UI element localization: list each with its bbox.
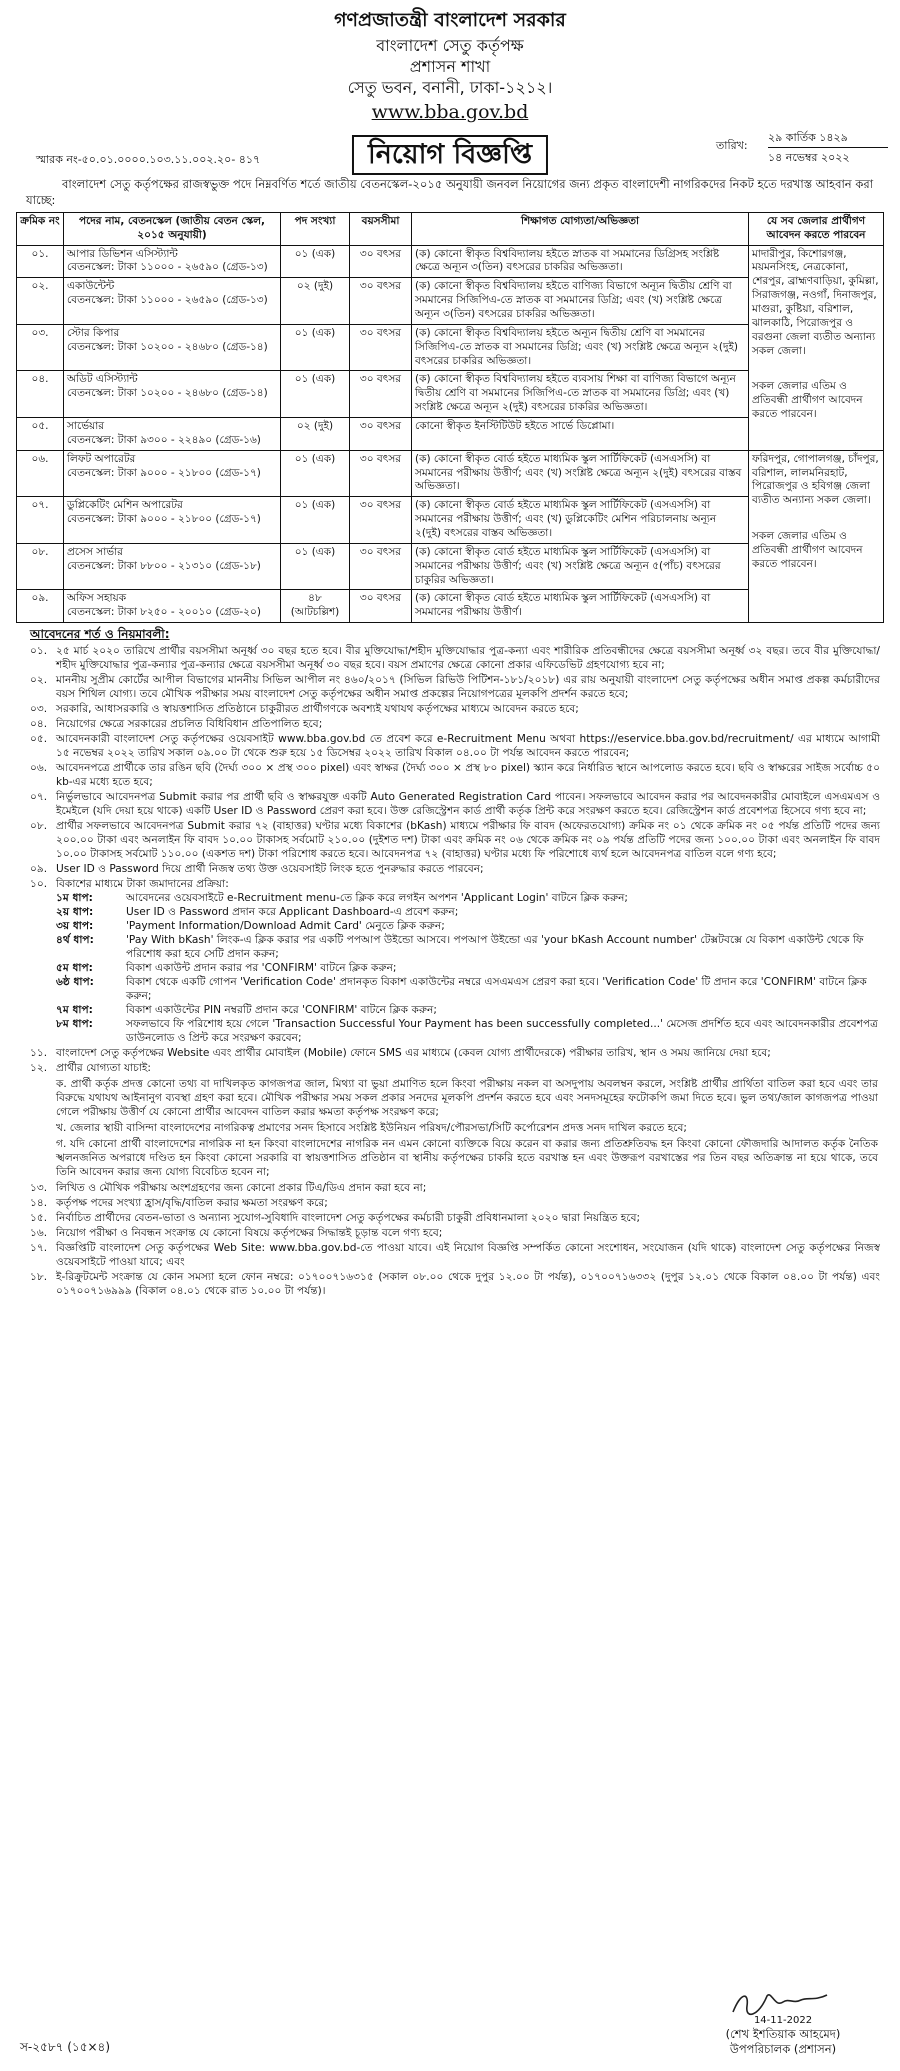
step-text: 'Payment Information/Download Admit Card' মেনুতে ক্লিক করুন; xyxy=(126,920,445,933)
eligibility-subitem: ক. প্রার্থী কর্তৃক প্রদত্ত কোনো তথ্য বা দাখিলকৃত কাগজপত্র জাল, মিথ্যা বা ভুয়া প্রমাণিত হলে কিংবা পরীক্ষায় নকল বা অসদুপায় অবলম্বন করলে, সংশ্লিষ্ট প্রার্থীর প্রার্থিতা বাতিল করা হবে এবং তার বিরুদ্ধে যথাযথ আইনানুগ ব্যবস্থা গ্রহণ করা হবে। মৌখিক পরীক্ষার সময় সকল প্রকার সনদের মূলকপি প্রদর্শন করতে হবে এবং সনদসমূহের ফটোকপি জমা দিতে হবে। ভুল তথ্য/জাল কাগজপত্র পাওয়া গেলে পরীক্ষায় উত্তীর্ণ যে কোনো প্রার্থীর আবেদন বাতিল করার ক্ষমতা কর্তৃপক্ষ সংরক্ষণ করে; xyxy=(56,1078,878,1118)
eligibility-subitem: গ. যদি কোনো প্রার্থী বাংলাদেশের নাগরিক না হন কিংবা বাংলাদেশের নাগরিক নন এমন কোনো ব্যক্তিকে বিয়ে করেন বা করার জন্য প্রতিশ্রুতিবদ্ধ হন কিংবা কোনো ফৌজদারি আদালত কর্তৃক নৈতিক স্খলনজনিত অপরাধে দণ্ডিত হন কিংবা কোনো সরকারি বা স্বায়ত্তশাসিত প্রতিষ্ঠান বা স্থানীয় কর্তৃপক্ষের চাকরি হতে বরখাস্ত হন এবং উক্তরূপ বরখাস্তের পর তিন বছর অতিক্রান্ত না হয়ে থাকে, তবে তিনি আবেদন করার জন্য যোগ্য বিবেচিত হবেন না; xyxy=(56,1137,878,1178)
post-name: ডুপ্লিকেটিং মেশিন অপারেটর xyxy=(67,499,183,512)
serial-cell: ০৪. xyxy=(17,371,64,418)
date-bangla: ২৯ কার্তিক ১৪২৯ xyxy=(768,131,848,145)
condition-number: ১৩. xyxy=(30,1181,48,1194)
qualification-cell: কোনো স্বীকৃত ইনস্টিটিউট হইতে সার্ভে ডিপ্লোমা। xyxy=(412,418,749,451)
step-text: বিকাশ একাউন্ট প্রদান করার পর 'CONFIRM' বাটনে ক্লিক করুন; xyxy=(126,962,397,975)
payment-step xyxy=(56,934,880,962)
step-label: ৭ম ধাপ: xyxy=(56,1004,93,1017)
condition-text: আবেদনকারী বাংলাদেশ সেতু কর্তৃপক্ষের ওয়েবসাইট www.bba.gov.bd তে প্রবেশ করে e-Recruitment Menu অথবা https://eservice.bba.gov.bd/recruitment/ এর মাধ্যমে আগামী ১৫ নভেম্বর ২০২২ তারিখ সকাল ০৯.০০ টা থেকে শুরু হয়ে ১৫ ডিসেম্বর ২০২২ তারিখ বিকাল ০৪.০০ টা পর্যন্ত আবেদন করতে পারবেন; xyxy=(56,732,880,759)
condition-item xyxy=(30,674,880,702)
payment-step xyxy=(56,920,880,934)
payment-steps xyxy=(56,892,880,1046)
post-name: অডিট এসিস্ট্যান্ট xyxy=(67,373,138,386)
condition-number: ১৫. xyxy=(30,1211,48,1224)
memo-number: স্মারক নং-৫০.০১.০০০০.১০৩.১১.০০২.২০- ৪১৭ xyxy=(36,153,261,167)
condition-number: ০৭. xyxy=(30,790,48,803)
col-districts: যে সব জেলার প্রার্থীগণ আবেদন করতে পারবেন xyxy=(749,212,884,245)
eligible-districts: ফরিদপুর, গোপালগঞ্জ, চাঁদপুর, বরিশাল, লালমনিরহাট, পিরোজপুর ও হবিগঞ্জ জেলা ব্যতীত অন্যান্য সকল জেলা। xyxy=(752,452,879,507)
condition-number: ০২. xyxy=(30,673,48,686)
condition-text: বিকাশের মাধ্যমে টাকা জমাদানের প্রক্রিয়া: xyxy=(56,877,229,890)
condition-number: ১১. xyxy=(30,1047,48,1060)
condition-number: ০৬. xyxy=(30,761,48,774)
pay-scale: বেতনস্কেল: টাকা ১০২০০ - ২৪৬৮০ (গ্রেড-১৪) xyxy=(67,340,268,353)
condition-number: ০১. xyxy=(30,645,48,657)
condition-text: বিজ্ঞপ্তিটি বাংলাদেশ সেতু কর্তৃপক্ষের Web Site: www.bba.gov.bd-তে পাওয়া যাবে। এই নিয়োগ বিজ্ঞপ্তি সম্পর্কিত কোনো সংশোধন, সংযোজন (যদি থাকে) বাংলাদেশ সেতু কর্তৃপক্ষের নিজস্ব ওয়েবসাইটে পাওয়া যাবে; এবং xyxy=(56,1241,880,1268)
signature-block xyxy=(698,1986,868,2058)
date-label: তারিখ: xyxy=(716,139,748,153)
serial-cell: ০৮. xyxy=(17,543,64,590)
pay-scale: বেতনস্কেল: টাকা ৯০০০ - ২১৮০০ (গ্রেড-১৭) xyxy=(67,513,261,526)
age-cell: ৩০ বৎসর xyxy=(350,450,412,497)
step-text: বিকাশ থেকে একটি গোপন 'Verification Code' প্রদানকৃত বিকাশ একাউন্টের নম্বরে এসএমএস প্রেরণ করা হবে। 'Verification Code' টি প্রদান করে 'CONFIRM' বাটনে ক্লিক করুন; xyxy=(126,976,867,1003)
count-cell: ৪৮ (আটচল্লিশ) xyxy=(281,590,350,623)
post-cell xyxy=(64,278,281,325)
count-cell: ০১ (এক) xyxy=(281,497,350,544)
post-name: অফিস সহায়ক xyxy=(67,592,127,605)
condition-text: ২৫ মার্চ ২০২০ তারিখে প্রার্থীর বয়সসীমা অনূর্ধ্ব ৩০ বছর হতে হবে। বীর মুক্তিযোদ্ধা/শহীদ মুক্তিযোদ্ধার পুত্র-কন্যা এবং শারীরিক প্রতিবন্ধীদের ক্ষেত্রে বয়সসীমা অনূর্ধ্ব ৩২ বছর। তবে বীর মুক্তিযোদ্ধা/শহীদ মুক্তিযোদ্ধার পুত্র-কন্যার পুত্র-কন্যার ক্ষেত্রে বয়সসীমা অনূর্ধ্ব ৩০ বছর হবে। বয়স প্রমাণের ক্ষেত্রে কোনো প্রকার এফিডেভিট গ্রহণযোগ্য হবে না; xyxy=(56,645,880,671)
age-cell: ৩০ বৎসর xyxy=(350,497,412,544)
condition-item xyxy=(30,733,880,761)
pay-scale: বেতনস্কেল: টাকা ১১০০০ - ২৬৫৯০ (গ্রেড-১৩) xyxy=(67,261,268,274)
step-text: User ID ও Password প্রদান করে Applicant Dashboard-এ প্রবেশ করুন; xyxy=(126,906,459,919)
post-name: একাউন্টেন্ট xyxy=(67,280,115,293)
condition-item xyxy=(30,1047,880,1061)
qualification-cell: (ক) কোনো স্বীকৃত বোর্ড হইতে মাধ্যমিক স্কুল সার্টিফিকেট (এসএসসি) বা সমমানের পরীক্ষায় উত্তীর্ণ; এবং (খ) সংশ্লিষ্ট ক্ষেত্রে অন্যূন ২(দুই) বৎসরের বাস্তব অভিজ্ঞতা। xyxy=(412,450,749,497)
condition-text: কর্তৃপক্ষ পদের সংখ্যা হ্রাস/বৃদ্ধি/বাতিল করার ক্ষমতা সংরক্ষণ করে; xyxy=(56,1196,328,1209)
qualification-cell: (ক) কোনো স্বীকৃত বোর্ড হইতে মাধ্যমিক স্কুল সার্টিফিকেট (এসএসসি) বা সমমানের পরীক্ষায় উত্তীর্ণ; এবং (খ) ডুপ্লিকেটিং মেশিন পরিচালনায় অন্যূন ২(দুই) বৎসরের বাস্তব অভিজ্ঞতা। xyxy=(412,497,749,544)
step-label: ৬ষ্ঠ ধাপ: xyxy=(56,976,94,989)
condition-item xyxy=(30,791,880,819)
districts-cell xyxy=(749,245,884,450)
col-qualification: শিক্ষাগত যোগ্যতা/অভিজ্ঞতা xyxy=(412,212,749,245)
condition-item xyxy=(30,645,880,673)
qualification-cell: (ক) কোনো স্বীকৃত বিশ্ববিদ্যালয় হইতে বাণিজ্য বিভাগে অন্যূন দ্বিতীয় শ্রেণি বা সমমানের সিজিপিএ-তে স্নাতক বা সমমানের ডিগ্রি; এবং (খ) সংশ্লিষ্ট ক্ষেত্রে অন্যূন ৩(তিন) বৎসরের চাকরির অভিজ্ঞতা। xyxy=(412,278,749,325)
branch-name: প্রশাসন শাখা xyxy=(409,57,491,77)
condition-text: নির্বাচিত প্রার্থীদের বেতন-ভাতা ও অন্যান্য সুযোগ-সুবিধাদি বাংলাদেশ সেতু কর্তৃপক্ষের কর্মচারী চাকুরী প্রবিধানমালা ২০২০ দ্বারা নিয়ন্ত্রিত হবে; xyxy=(56,1211,641,1224)
step-label: ৫ম ধাপ: xyxy=(56,962,93,975)
footer-code: স-২৫৮৭ (১৫×৪) xyxy=(20,2040,111,2054)
pay-scale: বেতনস্কেল: টাকা ৯৩০০ - ২২৪৯০ (গ্রেড-১৬) xyxy=(67,433,261,446)
condition-item xyxy=(30,1212,880,1226)
col-count: পদ সংখ্যা xyxy=(281,212,350,245)
post-cell xyxy=(64,543,281,590)
condition-number: ১৪. xyxy=(30,1196,48,1209)
step-label: ২য় ধাপ: xyxy=(56,906,94,919)
step-text: সফলভাবে ফি পরিশোধ হয়ে গেলে 'Transaction Successful Your Payment has been successfully completed...' মেসেজ প্রদর্শিত হবে এবং আবেদনকারীর প্রবেশপত্র ডাউনলোড ও প্রিন্ট করে সংরক্ষণ করবেন; xyxy=(126,1018,878,1045)
step-text: বিকাশ একাউন্টের PIN নম্বরটি প্রদান করে 'CONFIRM' বাটনে ক্লিক করুন; xyxy=(126,1004,437,1017)
condition-number: ১২. xyxy=(30,1062,48,1075)
eligibility-subitems xyxy=(16,1078,884,1180)
condition-text: নির্ভুলভাবে আবেদনপত্র Submit করার পর প্রার্থী ছবি ও স্বাক্ষরযুক্ত একটি Auto Generated Registration Card পাবেন। সফলভাবে আবেদন করার পর আবেদনকারীর মোবাইলে এসএমএস ও ইমেইলে (যদি দেয়া হয়ে থাকে) একটি User ID ও Password প্রেরণ করা হবে। উক্ত রেজিস্ট্রেশন কার্ড প্রার্থী কর্তৃক প্রিন্ট করে সংরক্ষণ করতে হবে। রেজিস্ট্রেশন কার্ড প্রবেশপত্র হিসেবে গণ্য হবে না; xyxy=(56,790,880,817)
condition-text: প্রার্থীর সফলভাবে আবেদনপত্র Submit করার ৭২ (বাহাত্তর) ঘণ্টার মধ্যে বিকাশের (bKash) মাধ্যমে পরীক্ষার ফি বাবদ (অফেরতযোগ্য) ক্রমিক নং ০১ থেকে ক্রমিক নং ০৫ পর্যন্ত প্রতিটি পদের জন্য ২০০.০০ টাকা এবং অনলাইন ফি বাবদ ১০.০০ টাকাসহ সর্বমোট ২১০.০০ (দুইশত দশ) টাকা এবং ক্রমিক নং ০৬ থেকে ক্রমিক নং ০৯ পর্যন্ত প্রতিটি পদের জন্য ১০০.০০ টাকা এবং অনলাইন ফি বাবদ ১০.০০ টাকাসহ সর্বমোট ১১০.০০ (একশত দশ) টাকা পরিশোধ করতে হবে। আবেদনপত্র ৭২ (বাহাত্তর) ঘণ্টার মধ্যে ফি পরিশোধে ব্যর্থ হলে আবেদনপত্র বাতিল বলে গণ্য হবে; xyxy=(56,819,880,860)
age-cell: ৩০ বৎসর xyxy=(350,418,412,451)
condition-item xyxy=(30,718,880,732)
col-age: বয়সসীমা xyxy=(350,212,412,245)
website-link[interactable]: www.bba.gov.bd xyxy=(371,101,529,124)
serial-cell: ০৯. xyxy=(17,590,64,623)
condition-text: বাংলাদেশ সেতু কর্তৃপক্ষের Website এবং প্রার্থীর মোবাইল (Mobile) ফোনে SMS এর মাধ্যমে (কেবল যোগ্য প্রার্থীদেরকে) পরীক্ষার তারিখ, স্থান ও সময় জানিয়ে দেয়া হবে; xyxy=(56,1047,771,1060)
step-label: ৪র্থ ধাপ: xyxy=(56,934,94,947)
count-cell: ০২ (দুই) xyxy=(281,278,350,325)
condition-number: ০৮. xyxy=(30,819,48,832)
condition-item xyxy=(30,1242,880,1270)
post-name: লিফট অপারেটর xyxy=(67,452,136,465)
condition-number: ০৪. xyxy=(30,717,48,730)
condition-number: ১০. xyxy=(30,877,48,890)
payment-step xyxy=(56,1004,880,1018)
eligible-districts: মাদারীপুর, কিশোরগঞ্জ, ময়মনসিংহ, নেত্রকোনা, শেরপুর, ব্রাহ্মণবাড়িয়া, কুমিল্লা, সিরাজগঞ্জ, নওগাঁ, দিনাজপুর, মাগুরা, কুষ্টিয়া, বরিশাল, ঝালকাঠি, পিরোজপুর ও বরগুনা জেলা ব্যতীত অন্যান্য সকল জেলা। xyxy=(752,247,879,357)
orphan-disabled-note: সকল জেলার এতিম ও প্রতিবন্ধী প্রার্থীগণ আবেদন করতে পারবেন। xyxy=(752,380,863,421)
signatory-name: (শেখ ইশতিয়াক আহমেদ) xyxy=(725,2027,841,2042)
letterhead xyxy=(16,0,884,125)
col-serial: ক্রমিক নং xyxy=(17,212,64,245)
count-cell: ০২ (দুই) xyxy=(281,418,350,451)
conditions-list-3 xyxy=(16,1182,884,1299)
condition-text: নিয়োগের ক্ষেত্রে সরকারের প্রচলিত বিধিবিধান প্রতিপালিত হবে; xyxy=(56,717,323,730)
pay-scale: বেতনস্কেল: টাকা ১০২০০ - ২৪৬৮০ (গ্রেড-১৪) xyxy=(67,387,268,400)
condition-text: মাননীয় সুপ্রীম কোর্টের আপীল বিভাগের মাননীয় সিভিল আপীল নং ৪৬০/২০১৭ (সিভিল রিভিউ পিটিশন-১৮১/২০১৮) এর রায় অনুযায়ী বাংলাদেশ সেতু কর্তৃপক্ষের অধীন সমাপ্ত প্রকল্প কর্মচারীদের বয়স শিথিল যোগ্য। তবে মৌখিক পরীক্ষার সময় বাংলাদেশ সেতু কর্তৃপক্ষের অধীন সমাপ্ত প্রকল্পের নিয়োগপত্রের মূলকপি প্রদর্শন করতে হবে; xyxy=(56,673,880,700)
step-label: ৮ম ধাপ: xyxy=(56,1018,93,1031)
qualification-cell: (ক) কোনো স্বীকৃত বোর্ড হইতে মাধ্যমিক স্কুল সার্টিফিকেট (এসএসসি) বা সমমানের পরীক্ষায় উত্তীর্ণ; এবং (খ) সংশ্লিষ্ট ক্ষেত্রে অন্যূন ৫(পাঁচ) বৎসরের চাকুরির অভিজ্ঞতা। xyxy=(412,543,749,590)
pay-scale: বেতনস্কেল: টাকা ৯০০০ - ২১৮০০ (গ্রেড-১৭) xyxy=(67,466,261,479)
serial-cell: ০১. xyxy=(17,245,64,278)
post-name: স্টোর কিপার xyxy=(67,326,120,339)
payment-step xyxy=(56,1018,880,1046)
post-name: প্রসেস সার্ভার xyxy=(67,545,123,558)
eligibility-subitem: খ. জেলার স্থায়ী বাসিন্দা বাংলাদেশের নাগরিকত্ব প্রমাণের সনদ হিসাবে সংশ্লিষ্ট ইউনিয়ন পরিষদ/পৌরসভা/সিটি কর্পোরেশন প্রদত্ত সনদ দাখিল করতে হবে; xyxy=(56,1121,688,1134)
post-cell xyxy=(64,324,281,371)
government-name: গণপ্রজাতন্ত্রী বাংলাদেশ সরকার xyxy=(334,9,566,31)
age-cell: ৩০ বৎসর xyxy=(350,324,412,371)
notice-title: নিয়োগ বিজ্ঞপ্তি xyxy=(352,135,548,175)
condition-item xyxy=(30,703,880,717)
condition-number: ১৬. xyxy=(30,1226,48,1239)
serial-cell: ০৬. xyxy=(17,450,64,497)
qualification-cell: (ক) কোনো স্বীকৃত বিশ্ববিদ্যালয় হইতে স্নাতক বা সমমানের ডিগ্রিসহ সংশ্লিষ্ট ক্ষেত্রে অন্যূন ৩(তিন) বৎসরের চাকরির অভিজ্ঞতা। xyxy=(412,245,749,278)
condition-number: ১৮. xyxy=(30,1270,48,1283)
condition-item xyxy=(30,878,880,892)
serial-cell: ০২. xyxy=(17,278,64,325)
qualification-cell: (ক) কোনো স্বীকৃত বিশ্ববিদ্যালয় হইতে ব্যবসায় শিক্ষা বা বাণিজ্য বিভাগে অন্যূন দ্বিতীয় শ্রেণি বা সমমানের সিজিপিএ-তে স্নাতক বা সমমানের ডিগ্রি; এবং (খ) সংশ্লিষ্ট ক্ষেত্রে অন্যূন ২(দুই) বৎসরের চাকরির অভিজ্ঞতা। xyxy=(412,371,749,418)
condition-number: ১৭. xyxy=(30,1241,48,1254)
table-row xyxy=(17,450,884,497)
address: সেতু ভবন, বনানী, ঢাকা-১২১২। xyxy=(347,78,553,98)
condition-item xyxy=(30,1271,880,1299)
pay-scale: বেতনস্কেল: টাকা ১১০০০ - ২৬৫৯০ (গ্রেড-১৩) xyxy=(67,294,268,307)
pay-scale: বেতনস্কেল: টাকা ৮২৫০ - ২০০১০ (গ্রেড-২০) xyxy=(67,606,261,619)
conditions-list-2 xyxy=(16,1047,884,1076)
qualification-cell: (ক) কোনো স্বীকৃত বোর্ড হইতে মাধ্যমিক স্কুল সার্টিফিকেট (এসএসসি) বা সমমানের পরীক্ষায় উত্তীর্ণ। xyxy=(412,590,749,623)
condition-item xyxy=(30,762,880,790)
count-cell: ০১ (এক) xyxy=(281,543,350,590)
condition-text: প্রার্থীর যোগ্যতা যাচাই: xyxy=(56,1062,151,1075)
qualification-cell: (ক) কোনো স্বীকৃত বিশ্ববিদ্যালয় হইতে অন্যূন দ্বিতীয় শ্রেণি বা সমমানের সিজিপিএ-তে স্নাতক বা সমমানের ডিগ্রি; এবং (খ) সংশ্লিষ্ট ক্ষেত্রে অন্যূন ২(দুই) বৎসরের চাকরির অভিজ্ঞতা। xyxy=(412,324,749,371)
condition-item xyxy=(30,820,880,862)
post-name: সার্ভেয়ার xyxy=(67,420,105,432)
step-text: আবেদনের ওয়েবসাইটে e-Recruitment menu-তে ক্লিক করে লগইন অপশন 'Applicant Login' বাটনে ক্লিক করুন; xyxy=(126,892,628,905)
condition-item xyxy=(30,1182,880,1196)
orphan-disabled-note: সকল জেলার এতিম ও প্রতিবন্ধী প্রার্থীগণ আবেদন করতে পারবেন। xyxy=(752,530,863,570)
condition-text: লিখিত ও মৌখিক পরীক্ষায় অংশগ্রহণের জন্য কোনো প্রকার টিএ/ডিএ প্রদান করা হবে না; xyxy=(56,1181,427,1194)
count-cell: ০১ (এক) xyxy=(281,324,350,371)
serial-cell: ০৭. xyxy=(17,497,64,544)
condition-text: সরকারি, আধাসরকারি ও স্বায়ত্তশাসিত প্রতিষ্ঠানে চাকুরীরত প্রার্থীগণকে অবশ্যই যথাযথ কর্তৃপক্ষের মাধ্যমে আবেদন করতে হবে; xyxy=(56,702,579,715)
condition-item xyxy=(30,863,880,877)
condition-text: User ID ও Password দিয়ে প্রার্থী নিজস্ব তথ্য উক্ত ওয়েবসাইট লিংক হতে পুনরুদ্ধার করতে পারবেন; xyxy=(56,862,484,875)
condition-text: আবেদনপত্রে প্রার্থীকে তার রঙিন ছবি (দৈর্ঘ্য ৩০০ × প্রস্থ ৩০০ pixel) এবং স্বাক্ষর (দৈর্ঘ্য ৩০০ × প্রস্থ ৮০ pixel) স্ক্যান করে নির্ধারিত স্থানে আপলোড করতে হবে। ছবি ও স্বাক্ষরের সাইজ সর্বোচ্চ ৫০ kb-এর মধ্যে হতে হবে; xyxy=(56,761,880,788)
condition-item xyxy=(30,1197,880,1211)
table-header-row xyxy=(17,212,884,245)
step-label: ১ম ধাপ: xyxy=(56,892,93,905)
col-post: পদের নাম, বেতনস্কেল (জাতীয় বেতন স্কেল, ২০১৫ অনুযায়ী) xyxy=(64,212,281,245)
payment-step xyxy=(56,962,880,976)
districts-cell xyxy=(749,450,884,622)
age-cell: ৩০ বৎসর xyxy=(350,543,412,590)
pay-scale: বেতনস্কেল: টাকা ৮৮০০ - ২১৩১০ (গ্রেড-১৮) xyxy=(67,559,261,572)
signatory-designation: উপপরিচালক (প্রশাসন) xyxy=(729,2042,837,2057)
payment-step xyxy=(56,976,880,1004)
age-cell: ৩০ বৎসর xyxy=(350,245,412,278)
count-cell: ০১ (এক) xyxy=(281,450,350,497)
post-cell xyxy=(64,497,281,544)
condition-text: নিয়োগ পরীক্ষা ও নিবন্ধন সংক্রান্ত যে কোনো বিষয়ে কর্তৃপক্ষের সিদ্ধান্তই চূড়ান্ত বলে গণ্য হবে; xyxy=(56,1226,443,1239)
condition-number: ০৩. xyxy=(30,702,48,715)
serial-cell: ০৫. xyxy=(17,418,64,451)
intro-paragraph: বাংলাদেশ সেতু কর্তৃপক্ষের রাজস্বভুক্ত পদে নিম্নবর্ণিত শর্তে জাতীয় বেতনস্কেল-২০১৫ অনুযায়ী জনবল নিয়োগের জন্য প্রকৃত বাংলাদেশী নাগরিকদের নিকট হতে দরখাস্ত আহবান করা যাচ্ছে: xyxy=(26,177,874,207)
age-cell: ৩০ বৎসর xyxy=(350,278,412,325)
organization-name: বাংলাদেশ সেতু কর্তৃপক্ষ xyxy=(376,36,524,56)
payment-step xyxy=(56,906,880,920)
condition-item xyxy=(30,1062,880,1076)
post-cell xyxy=(64,450,281,497)
conditions-heading: আবেদনের শর্ত ও নিয়মাবলী: xyxy=(30,627,170,642)
post-cell xyxy=(64,418,281,451)
condition-text: ই-রিক্রুটমেন্ট সংক্রান্ত যে কোন সমস্যা হলে ফোন নম্বরে: ০১৭০০৭১৬৩১৫ (সকাল ০৮.০০ থেকে দুপুর ১২.০০ টা পর্যন্ত), ০১৭০০৭১৬৩৩২ (দুপুর ১২.০১ থেকে বিকাল ০৪.০০ টা পর্যন্ত) এবং ০১৭০০৭১৬৯৯৯ (বিকাল ০৪.০১ থেকে রাত ১০.০০ টা পর্যন্ত)। xyxy=(56,1270,880,1297)
age-cell: ৩০ বৎসর xyxy=(350,371,412,418)
date-english: ১৪ নভেম্বর ২০২২ xyxy=(768,151,850,165)
count-cell: ০১ (এক) xyxy=(281,371,350,418)
table-row xyxy=(17,245,884,278)
condition-number: ০৯. xyxy=(30,862,48,875)
conditions-list xyxy=(16,645,884,891)
condition-number: ০৫. xyxy=(30,732,48,745)
post-cell xyxy=(64,590,281,623)
step-text: 'Pay With bKash' লিংক-এ ক্লিক করার পর একটি পপআপ উইন্ডো আসবে। পপআপ উইন্ডো এর 'your bKash Account number' টেক্সটবক্সে যে বিকাশ একাউন্ট থেকে ফি পরিশোধ করা হবে সেটি প্রদান করুন; xyxy=(126,934,864,961)
condition-item xyxy=(30,1227,880,1241)
post-cell xyxy=(64,371,281,418)
signature-date: 14-11-2022 xyxy=(753,2015,813,2026)
serial-cell: ০৩. xyxy=(17,324,64,371)
count-cell: ০১ (এক) xyxy=(281,245,350,278)
memo-row xyxy=(16,129,884,173)
post-cell xyxy=(64,245,281,278)
step-label: ৩য় ধাপ: xyxy=(56,920,94,933)
date-divider xyxy=(768,147,888,148)
posts-table xyxy=(16,212,884,623)
payment-step xyxy=(56,892,880,906)
post-name: আপার ডিভিশন এসিস্ট্যান্ট xyxy=(67,247,178,260)
age-cell: ৩০ বৎসর xyxy=(350,590,412,623)
